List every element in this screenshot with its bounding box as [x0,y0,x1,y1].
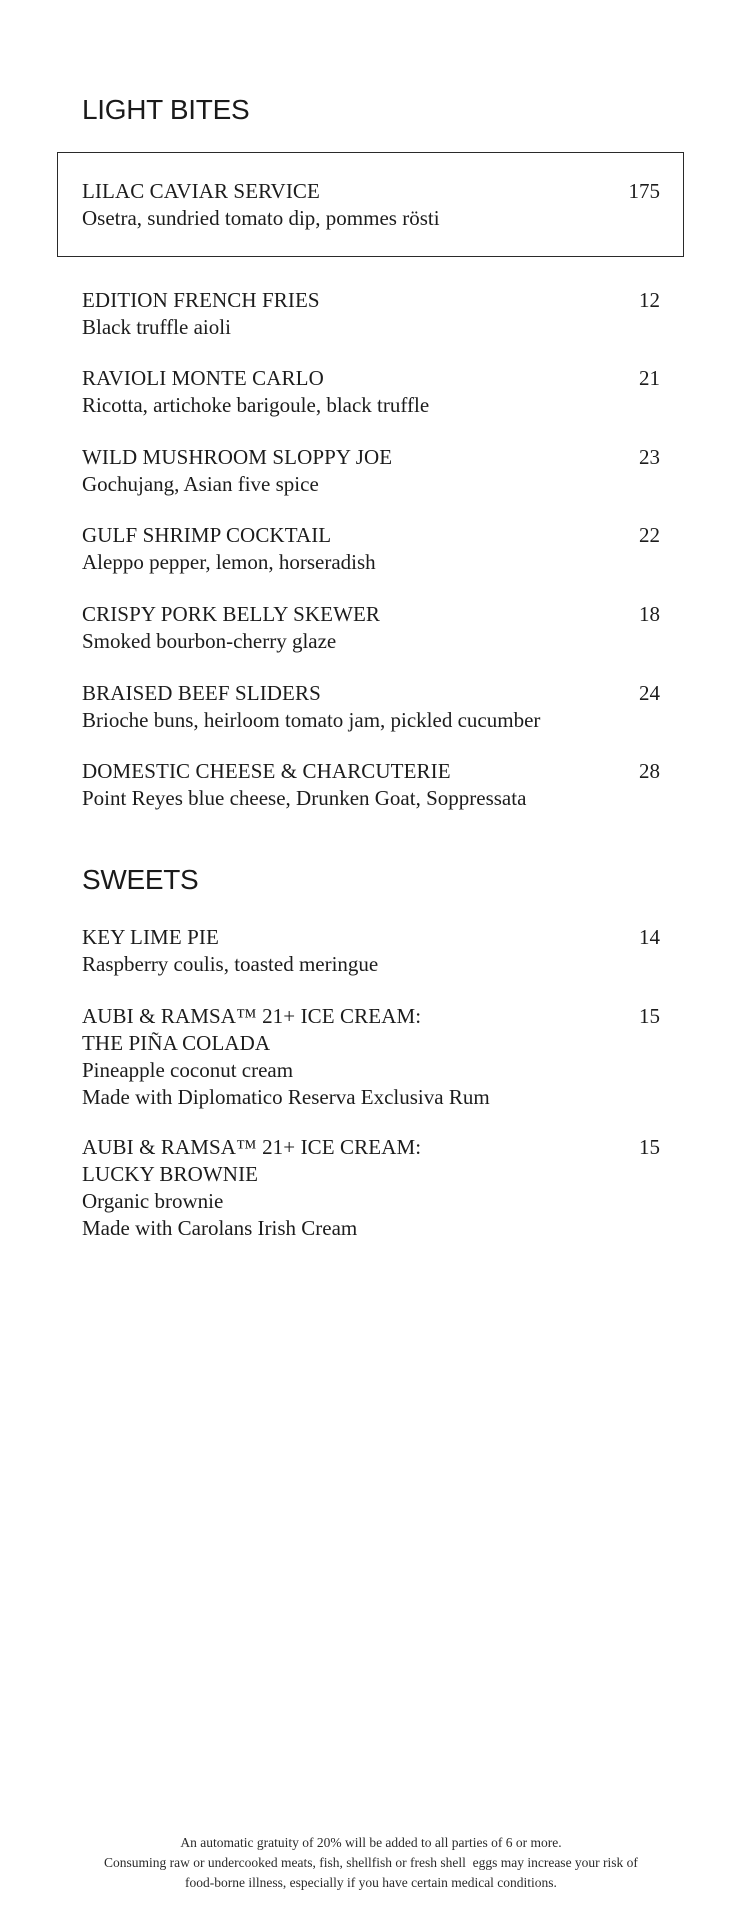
menu-item-price: 24 [639,681,660,705]
menu-item-price: 23 [639,445,660,469]
menu-item-name: WILD MUSHROOM SLOPPY JOE [82,445,393,469]
menu-item-description: Gochujang, Asian five spice [82,472,319,496]
menu-item-description: Raspberry coulis, toasted meringue [82,952,379,976]
menu-item-ravioli-monte-carlo [82,365,660,419]
menu-item-name: RAVIOLI MONTE CARLO [82,366,324,390]
menu-item-description: Organic brownie [82,1189,224,1213]
menu-item-price: 18 [639,602,660,626]
menu-item-braised-beef-sliders [82,680,660,734]
menu-item-price: 14 [639,925,660,949]
menu-item-name: AUBI & RAMSA™ 21+ ICE CREAM: [82,1135,422,1159]
menu-item-lilac-caviar-service [82,178,660,232]
menu-item-description: Aleppo pepper, lemon, horseradish [82,550,376,574]
menu-item-price: 12 [639,288,660,312]
menu-item-description: Ricotta, artichoke barigoule, black truffle [82,393,430,417]
menu-item-wild-mushroom-sloppy-joe [82,444,660,498]
menu-item-description: Brioche buns, heirloom tomato jam, pickled cucumber [82,708,541,732]
menu-item-price: 21 [639,366,660,390]
menu-item-crispy-pork-belly-skewer [82,601,660,655]
menu-item-description-line2: Made with Carolans Irish Cream [82,1216,358,1240]
menu-item-ice-cream-pina-colada [82,1003,660,1111]
menu-item-name-line2: LUCKY BROWNIE [82,1162,259,1186]
menu-item-description: Smoked bourbon-cherry glaze [82,629,337,653]
section-title-sweets: SWEETS [82,864,199,895]
menu-item-description: Osetra, sundried tomato dip, pommes rösti [82,206,440,230]
menu-item-price: 175 [628,179,660,203]
footer-notice [0,1833,742,1893]
menu-item-domestic-cheese-charcuterie [82,758,660,812]
menu-item-ice-cream-lucky-brownie [82,1134,660,1242]
menu-item-name-line2: THE PIÑA COLADA [82,1031,271,1055]
menu-item-name: BRAISED BEEF SLIDERS [82,681,321,705]
menu-item-price: 28 [639,759,660,783]
health-advisory-line1: Consuming raw or undercooked meats, fish, shellfish or fresh shell eggs may increase your risk of [104,1855,638,1870]
menu-item-name: CRISPY PORK BELLY SKEWER [82,602,381,626]
menu-item-description: Black truffle aioli [82,315,231,339]
menu-item-price: 15 [639,1004,660,1028]
gratuity-notice: An automatic gratuity of 20% will be added to all parties of 6 or more. [180,1835,562,1850]
menu-item-description: Point Reyes blue cheese, Drunken Goat, Soppressata [82,786,527,810]
menu-item-name: EDITION FRENCH FRIES [82,288,320,312]
menu-item-name: KEY LIME PIE [82,925,219,949]
menu-item-gulf-shrimp-cocktail [82,522,660,576]
menu-item-name: GULF SHRIMP COCKTAIL [82,523,332,547]
menu-item-key-lime-pie [82,924,660,978]
health-advisory-line2: food-borne illness, especially if you have certain medical conditions. [185,1875,557,1890]
menu-item-price: 15 [639,1135,660,1159]
section-title-light-bites: LIGHT BITES [82,94,250,125]
menu-item-description-line2: Made with Diplomatico Reserva Exclusiva Rum [82,1085,490,1109]
menu-item-description: Pineapple coconut cream [82,1058,294,1082]
menu-item-edition-french-fries [82,287,660,341]
menu-item-name: AUBI & RAMSA™ 21+ ICE CREAM: [82,1004,422,1028]
menu-item-name: LILAC CAVIAR SERVICE [82,179,320,203]
menu-item-name: DOMESTIC CHEESE & CHARCUTERIE [82,759,451,783]
menu-item-price: 22 [639,523,660,547]
